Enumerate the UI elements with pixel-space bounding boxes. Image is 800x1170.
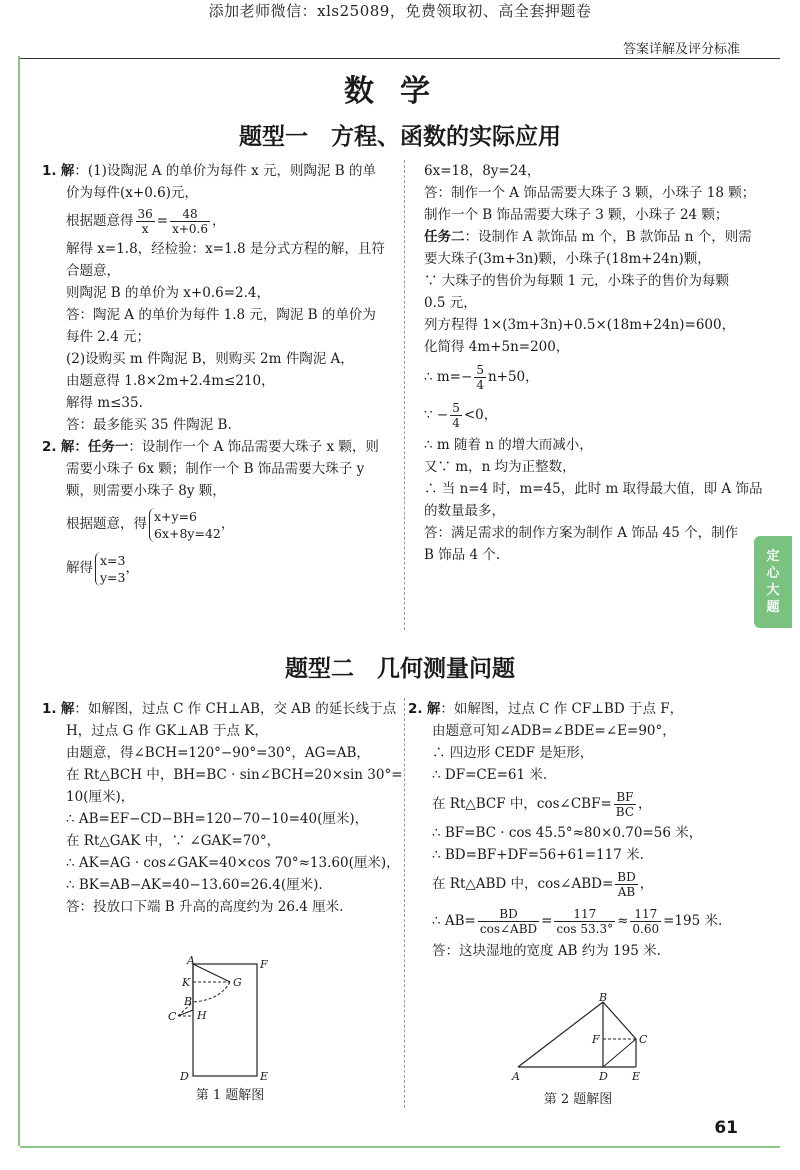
text-line: ∴ AB=EF−CD−BH=120−70−10=40(厘米)，: [66, 811, 369, 827]
figure-1-diagram: [160, 952, 300, 1082]
text-line: ∴ BF=BC · cos 45.5°≈80×0.70=56 米，: [432, 825, 703, 841]
task-label: 任务二: [424, 229, 465, 245]
figure-2-caption: 第 2 题解图: [543, 1092, 613, 1107]
line-text: 根据题意得: [66, 213, 134, 229]
fig2-label-a: A: [512, 1070, 520, 1083]
solution-label: 解: [60, 701, 75, 717]
text-line: H，过点 G 作 GK⊥AB 于点 K，: [66, 723, 268, 739]
text-line: B 饰品 4 个.: [424, 547, 501, 563]
text-line: ∴ 四边形 CEDF 是矩形，: [432, 745, 594, 761]
text-line: ∴ AK=AG · cos∠GAK=40×cos 70°≈13.60(厘米)，: [66, 855, 400, 871]
line-text: ∵ −: [424, 407, 449, 423]
fraction: $\frac{117}{\cos 53.3^\circ}$: [556, 907, 614, 936]
fraction: $\frac{117}{0.60}$: [632, 907, 660, 936]
line-text: ∴ AB=: [432, 913, 476, 929]
sec1-left-column: [42, 160, 387, 590]
side-tab-char: 大: [766, 583, 780, 598]
text-line: 答：投放口下端 B 升高的高度约为 26.4 厘米.: [66, 899, 344, 915]
text-line: 要大珠子(3m+3n)颗，小珠子(18m+24n)颗，: [424, 251, 711, 267]
footer-rule: [20, 1146, 780, 1148]
text-line: 解得 x=3 y=3 ，: [66, 552, 139, 585]
text-line: 答：最多能买 35 件陶泥 B.: [66, 417, 232, 433]
text-line: ∴ m 随着 n 的增大而减小，: [424, 437, 593, 453]
fig1-label-e: E: [260, 1070, 269, 1082]
fraction: $\frac{36}{x}$: [137, 207, 153, 236]
text-line: ∵ − $\frac{5}{4}$ <0，: [424, 401, 498, 430]
text-line: 解得 m≤35.: [66, 395, 143, 411]
side-tab-char: 题: [766, 600, 780, 615]
text-line: 6x=18，8y=24，: [424, 163, 541, 179]
text-line: [424, 226, 764, 248]
text-line: 根据题意，得 x+y=6 6x+8y=42 ，: [66, 508, 235, 541]
fig1-label-b: B: [184, 995, 193, 1008]
text-line: 价为每件(x+0.6)元，: [66, 185, 198, 201]
solution-label: 解：任务一: [60, 439, 129, 455]
column-divider: [404, 160, 406, 630]
line-text: 解得: [66, 560, 93, 576]
text-line: 答：满足需求的制作方案为制作 A 饰品 45 个，制作: [424, 525, 739, 541]
text-line: [42, 436, 387, 458]
page-number: 61: [714, 1118, 738, 1138]
fraction: $\frac{BD}{AB}$: [617, 870, 636, 899]
line-text: ：设制作一个 A 饰品需要大珠子 x 颗，则: [128, 439, 379, 455]
text-line: 在 Rt△BCH 中，BH=BC · sin∠BCH=20×sin 30°=: [66, 767, 403, 783]
text-line: 的数量最多，: [424, 503, 505, 519]
text-line: 根据题意得 $\frac{36}{x}$ = $\frac{48}{x+0.6}$ ，: [66, 207, 226, 236]
fig2-label-c: C: [639, 1033, 648, 1046]
section1-title: 题型一 方程、函数的实际应用: [239, 124, 561, 150]
fraction: $\frac{BF}{BC}$: [615, 790, 635, 819]
fig1-label-g: G: [233, 976, 242, 989]
fig1-label-f: F: [260, 958, 268, 971]
text-line: [42, 698, 397, 720]
text-line: 在 Rt△BCF 中，cos∠CBF= $\frac{BF}{BC}$ ，: [432, 790, 652, 819]
text-line: 合题意，: [66, 263, 120, 279]
text-line: 答：制作一个 A 饰品需要大珠子 3 颗，小珠子 18 颗；: [424, 185, 756, 201]
column-divider: [404, 698, 406, 1108]
text-line: ∴ DF=CE=61 米.: [432, 767, 548, 783]
figure-2-diagram: [508, 992, 658, 1084]
question-number: 2.: [42, 439, 57, 455]
fraction: $\frac{48}{x+0.6}$: [172, 207, 208, 236]
side-tab: [754, 536, 792, 628]
text-line: [408, 698, 758, 720]
header-ad-text: 添加老师微信：xls25089，免费领取初、高全套押题卷: [208, 2, 592, 20]
figure-1: [160, 952, 300, 1103]
text-line: ∵ 大珠子的售价为每颗 1 元，小珠子的售价为每颗: [424, 273, 729, 289]
text-line: (2)设购买 m 件陶泥 B，则购买 2m 件陶泥 A，: [66, 351, 354, 367]
sec2-right-column: [408, 698, 758, 962]
text-line: ∴ AB= $\frac{BD}{\text{cos∠ABD}}$ = $\frac{117}{\cos 53.3^\circ}$ ≈ $\frac{117}{0.60}$ =195 米.: [432, 907, 723, 936]
fig2-label-b: B: [599, 992, 608, 1004]
line-text: 在 Rt△BCF 中，cos∠CBF=: [432, 796, 612, 812]
solution-label: 解: [426, 701, 441, 717]
line-text: 在 Rt△ABD 中，cos∠ABD=: [432, 876, 614, 892]
question-number: 1.: [42, 163, 57, 179]
text-line: 制作一个 B 饰品需要大珠子 3 颗，小珠子 24 颗；: [424, 207, 729, 223]
equation-system: x=3 y=3: [95, 552, 126, 586]
line-text: 根据题意，得: [66, 516, 147, 532]
line-text: ：如解图，过点 C 作 CF⊥BD 于点 F，: [440, 701, 684, 717]
fig1-label-h: H: [197, 1009, 207, 1022]
text-line: 10(厘米)，: [66, 789, 135, 805]
text-line: 解得 x=1.8，经检验：x=1.8 是分式方程的解，且符: [66, 241, 385, 257]
side-tab-char: 心: [766, 566, 780, 581]
solution-label: 解: [60, 163, 75, 179]
text-line: ∴ m=− $\frac{5}{4}$ n+50，: [424, 363, 539, 392]
fraction: $\frac{5}{4}$: [476, 363, 484, 392]
section2-title: 题型二 几何测量问题: [285, 656, 515, 682]
text-line: 列方程得 1×(3m+3n)+0.5×(18m+24n)=600，: [424, 317, 736, 333]
sec2-left-column: [42, 698, 403, 918]
line-text: ：设制作 A 款饰品 m 个，B 款饰品 n 个，则需: [464, 229, 752, 245]
text-line: 每件 2.4 元；: [66, 329, 151, 345]
text-line: [42, 160, 387, 182]
sec1-right-column: [424, 160, 764, 566]
line-text: ∴ m=−: [424, 369, 473, 385]
fig1-label-k: K: [182, 976, 191, 989]
fig1-label-d: D: [180, 1070, 189, 1082]
text-line: ∴ BK=AB−AK=40−13.60=26.4(厘米).: [66, 877, 323, 893]
fraction: $\frac{BD}{\text{cos∠ABD}}$: [479, 907, 538, 936]
text-line: 由题意得 1.8×2m+2.4m≤210，: [66, 373, 275, 389]
text-line: ∴ BD=BF+DF=56+61=117 米.: [432, 847, 644, 863]
text-line: 需要小珠子 6x 颗；制作一个 B 饰品需要大珠子 y: [66, 461, 365, 477]
text-line: 又∵ m，n 均为正整数，: [424, 459, 576, 475]
text-line: 由题意可知∠ADB=∠BDE=∠E=90°，: [432, 723, 676, 739]
fig2-label-f: F: [592, 1033, 600, 1046]
question-number: 2.: [408, 701, 423, 717]
header-rule: [20, 58, 780, 59]
subject-title: 数学: [344, 74, 456, 109]
equation-system: x+y=6 6x+8y=42: [149, 508, 221, 542]
fraction: $\frac{5}{4}$: [452, 401, 460, 430]
left-margin-bar: [18, 56, 20, 1146]
fig1-label-c: C: [168, 1010, 177, 1023]
figure-1-caption: 第 1 题解图: [195, 1088, 265, 1103]
text-line: 0.5 元，: [424, 295, 477, 311]
text-line: 答：陶泥 A 的单价为每件 1.8 元，陶泥 B 的单价为: [66, 307, 376, 323]
fig2-label-e: E: [632, 1070, 641, 1083]
figure-2: [508, 992, 658, 1107]
text-line: 则陶泥 B 的单价为 x+0.6=2.4，: [66, 285, 270, 301]
text-line: 化简得 4m+5n=200，: [424, 339, 570, 355]
text-line: 由题意，得∠BCH=120°−90°=30°，AG=AB，: [66, 745, 370, 761]
line-text: ：(1)设陶泥 A 的单价为每件 x 元，则陶泥 B 的单: [74, 163, 376, 179]
header-right-title: 答案详解及评分标准: [622, 42, 740, 57]
text-line: 在 Rt△ABD 中，cos∠ABD= $\frac{BD}{AB}$ ，: [432, 870, 654, 899]
fig1-label-a: A: [187, 954, 195, 967]
question-number: 1.: [42, 701, 57, 717]
side-tab-char: 定: [766, 549, 780, 564]
text-line: ∴ 当 n=4 时，m=45，此时 m 取得最大值，即 A 饰品: [424, 481, 763, 497]
text-line: 在 Rt△GAK 中，∵ ∠GAK=70°，: [66, 833, 281, 849]
text-line: 答：这块湿地的宽度 AB 约为 195 米.: [432, 943, 661, 959]
text-line: 颗，则需要小珠子 8y 颗，: [66, 483, 226, 499]
fig2-label-d: D: [599, 1070, 608, 1083]
line-text: ：如解图，过点 C 作 CH⊥AB，交 AB 的延长线于点: [74, 701, 397, 717]
